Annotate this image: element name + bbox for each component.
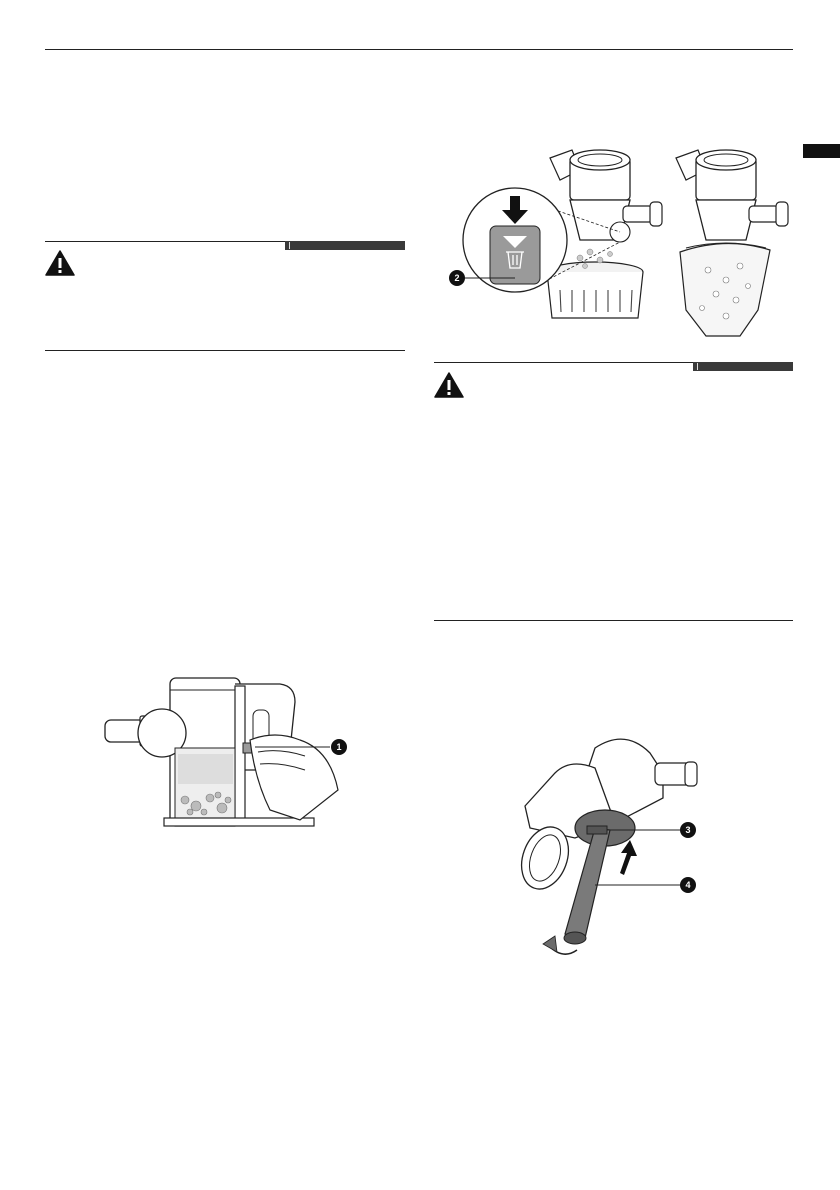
callout-2: 2 (454, 273, 460, 283)
empty-bin-illustration (440, 140, 790, 320)
filter-removal-illustration (515, 728, 735, 963)
header-rule (45, 49, 793, 50)
arrow-up-icon (620, 840, 637, 875)
dust-bin-release-illustration (100, 670, 360, 830)
callout-1: 1 (336, 742, 342, 752)
callout-4: 4 (685, 880, 691, 890)
warning-triangle-icon (45, 250, 75, 276)
warning-band-right (693, 362, 793, 371)
warning-band (285, 241, 405, 250)
warning-rule-bottom-right (434, 620, 793, 621)
callout-3: 3 (685, 825, 691, 835)
warning-rule-bottom (45, 350, 405, 351)
warning-triangle-icon (434, 372, 464, 398)
side-index-tab (803, 144, 840, 158)
